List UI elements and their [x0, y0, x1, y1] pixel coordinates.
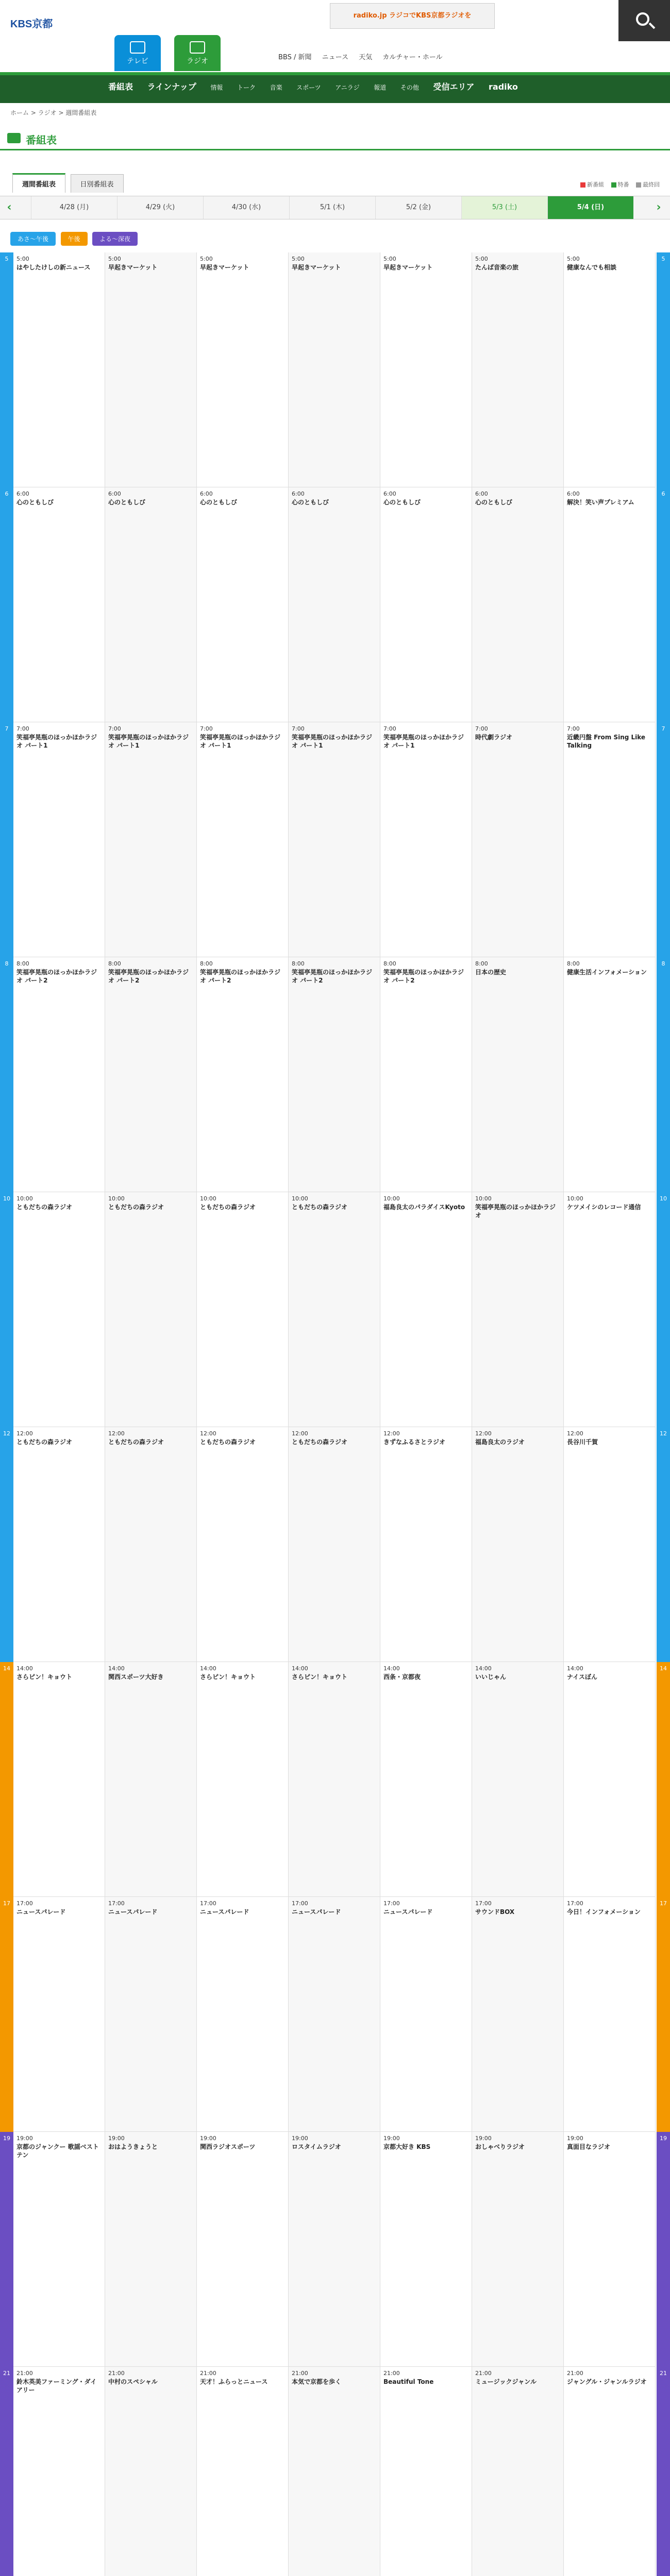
program-title[interactable]: 真面目なラジオ — [567, 2143, 611, 2150]
program-time: 17:00 — [292, 1900, 308, 1907]
program-cell[interactable] — [564, 1662, 656, 1897]
top-nav-item[interactable]: ニュース — [322, 54, 349, 61]
program-title[interactable]: 早起きマーケット — [200, 264, 249, 271]
program-title[interactable]: 心のともしび — [200, 499, 238, 506]
program-title[interactable]: 心のともしび — [16, 499, 54, 506]
menu-item[interactable]: 番組表 — [108, 82, 133, 92]
program-time: 19:00 — [108, 2135, 125, 2142]
day-tab[interactable]: 5/2 (金) — [375, 196, 461, 219]
menu-item[interactable]: 音楽 — [270, 84, 282, 91]
program-cell[interactable] — [105, 722, 197, 957]
program-time: 17:00 — [200, 1900, 216, 1907]
program-title[interactable]: ジャングル・ジャンルラジオ — [567, 2378, 647, 2385]
program-time: 7:00 — [292, 725, 305, 732]
program-title[interactable]: 心のともしび — [383, 499, 421, 506]
new-program-icon — [580, 182, 585, 188]
program-title[interactable]: 天才！ふらっとニュース — [200, 2378, 268, 2385]
program-cell[interactable] — [472, 1897, 564, 2132]
tv-tab-button[interactable] — [114, 35, 161, 71]
program-title[interactable]: ともだちの森ラジオ — [108, 1204, 164, 1211]
program-cell[interactable] — [197, 1192, 289, 1427]
schedule-icon — [7, 133, 21, 143]
program-time: 10:00 — [292, 1195, 308, 1202]
program-title[interactable]: きずなふるさとラジオ — [383, 1438, 446, 1446]
program-cell[interactable] — [197, 722, 289, 957]
program-time: 10:00 — [383, 1195, 400, 1202]
program-cell[interactable] — [197, 957, 289, 1192]
program-time: 19:00 — [567, 2135, 583, 2142]
program-cell[interactable] — [472, 1192, 564, 1427]
legend-special: 特番 — [617, 181, 629, 188]
menu-item[interactable]: アニラジ — [335, 84, 360, 91]
program-title[interactable]: 笑福亭晃瓶のほっかほかラジオ パート1 — [16, 734, 97, 750]
program-time: 10:00 — [200, 1195, 216, 1202]
program-time: 7:00 — [108, 725, 121, 732]
program-title[interactable]: 健康なんでも相談 — [567, 264, 617, 271]
program-title[interactable]: ともだちの森ラジオ — [292, 1204, 348, 1211]
program-title[interactable]: ともだちの森ラジオ — [16, 1438, 73, 1446]
program-time: 10:00 — [567, 1195, 583, 1202]
program-time: 8:00 — [108, 960, 121, 967]
program-cell[interactable] — [289, 2132, 380, 2367]
schedule-grid — [0, 252, 670, 2576]
program-cell[interactable] — [380, 252, 472, 487]
hour-label: 19 — [0, 2132, 13, 2367]
program-cell[interactable] — [564, 2132, 656, 2367]
search-icon — [636, 12, 649, 26]
program-title[interactable]: ともだちの森ラジオ — [200, 1204, 256, 1211]
program-cell[interactable] — [564, 1192, 656, 1427]
program-time: 5:00 — [292, 256, 305, 262]
hour-label: 17 — [657, 1897, 670, 2132]
program-title[interactable]: ナイスぼん — [567, 1673, 598, 1681]
program-title[interactable]: はやしたけしの新ニュース — [16, 264, 91, 271]
program-title[interactable]: 鈴木英美ファーミング・ダイアリー — [16, 2378, 97, 2394]
program-cell[interactable] — [289, 487, 380, 722]
program-time: 12:00 — [200, 1430, 216, 1437]
program-time: 17:00 — [475, 1900, 492, 1907]
program-title[interactable]: ともだちの森ラジオ — [200, 1438, 256, 1446]
program-cell[interactable] — [564, 957, 656, 1192]
program-time: 7:00 — [475, 725, 488, 732]
menu-item[interactable]: トーク — [237, 84, 256, 91]
menu-item[interactable]: スポーツ — [296, 84, 321, 91]
program-title[interactable]: 笑福亭晃瓶のほっかほかラジオ パート1 — [292, 734, 373, 750]
program-title[interactable]: ニュースパレード — [383, 1908, 433, 1916]
program-title[interactable]: 心のともしび — [108, 499, 146, 506]
radiko-banner[interactable]: radiko.jp ラジコでKBS京都ラジオを — [330, 3, 495, 29]
schedule-tabs — [12, 173, 127, 193]
program-time: 12:00 — [108, 1430, 125, 1437]
program-title[interactable]: 心のともしび — [475, 499, 513, 506]
program-cell[interactable] — [289, 2367, 380, 2576]
program-time: 5:00 — [16, 256, 29, 262]
tab-daily[interactable]: 日別番組表 — [71, 174, 124, 193]
program-cell[interactable] — [197, 1897, 289, 2132]
program-cell[interactable] — [197, 487, 289, 722]
hour-label: 21 — [0, 2367, 13, 2576]
program-time: 17:00 — [383, 1900, 400, 1907]
program-cell[interactable] — [564, 252, 656, 487]
program-title[interactable]: 京都のジャンクー 歌謡ベストテン — [16, 2143, 99, 2159]
time-pill-afternoon[interactable]: 午後 — [61, 232, 88, 246]
program-time: 14:00 — [292, 1665, 308, 1672]
legend-new: 新番組 — [587, 181, 604, 188]
site-logo[interactable]: KBS京都 — [10, 19, 53, 30]
program-time: 14:00 — [567, 1665, 583, 1672]
program-cell[interactable] — [380, 2132, 472, 2367]
program-cell[interactable] — [472, 252, 564, 487]
program-time: 8:00 — [292, 960, 305, 967]
day-tab[interactable]: 5/1 (木) — [289, 196, 375, 219]
day-tab[interactable]: 4/30 (水) — [203, 196, 289, 219]
program-cell[interactable] — [289, 1897, 380, 2132]
page-title: 番組表 — [26, 134, 57, 146]
next-week-arrow-icon[interactable]: › — [656, 201, 661, 214]
program-cell[interactable] — [13, 1662, 105, 1897]
program-time: 5:00 — [567, 256, 580, 262]
hour-label: 6 — [0, 487, 13, 722]
program-cell[interactable] — [564, 1427, 656, 1662]
menu-item[interactable]: 報道 — [374, 84, 387, 91]
program-title[interactable]: 近畿円盤 From Sing Like Talking — [567, 734, 646, 750]
prev-week-arrow-icon[interactable]: ‹ — [7, 201, 12, 214]
program-time: 12:00 — [383, 1430, 400, 1437]
program-cell[interactable] — [105, 487, 197, 722]
program-time: 17:00 — [567, 1900, 583, 1907]
program-time: 14:00 — [383, 1665, 400, 1672]
day-tab[interactable]: 5/3 (土) — [461, 196, 547, 219]
program-time: 6:00 — [200, 490, 213, 497]
program-title[interactable]: さらピン！キョウト — [292, 1673, 348, 1681]
program-title[interactable]: 西条・京都夜 — [383, 1673, 421, 1681]
program-cell[interactable] — [289, 957, 380, 1192]
top-nav-item[interactable]: BBS / 新聞 — [278, 54, 312, 61]
program-cell[interactable] — [289, 722, 380, 957]
program-title[interactable]: 笑福亭晃瓶のほっかほかラジオ パート2 — [383, 969, 464, 985]
program-title[interactable]: たんば音楽の旅 — [475, 264, 519, 271]
tab-weekly[interactable]: 週間番組表 — [12, 173, 65, 193]
program-cell[interactable] — [13, 1192, 105, 1427]
program-time: 21:00 — [108, 2370, 125, 2377]
program-cell[interactable] — [13, 487, 105, 722]
program-time: 19:00 — [292, 2135, 308, 2142]
program-time: 6:00 — [383, 490, 396, 497]
program-time: 21:00 — [475, 2370, 492, 2377]
search-button[interactable] — [618, 0, 670, 41]
radio-icon — [190, 41, 205, 54]
program-time: 17:00 — [108, 1900, 125, 1907]
program-title[interactable]: 日本の歴史 — [475, 969, 507, 976]
program-title[interactable]: ニュースパレード — [200, 1908, 249, 1916]
hour-label: 12 — [657, 1427, 670, 1662]
program-time: 12:00 — [16, 1430, 33, 1437]
program-cell[interactable] — [13, 1427, 105, 1662]
hour-label: 14 — [657, 1662, 670, 1897]
program-title[interactable]: おしゃべりラジオ — [475, 2143, 525, 2150]
hour-label: 19 — [657, 2132, 670, 2367]
hour-label: 8 — [0, 957, 13, 1192]
hour-label: 14 — [0, 1662, 13, 1897]
program-cell[interactable] — [105, 1897, 197, 2132]
program-time: 7:00 — [567, 725, 580, 732]
page-title-bar — [0, 127, 670, 150]
program-title[interactable]: 福島良太のパラダイスKyoto — [383, 1204, 465, 1211]
program-time: 7:00 — [200, 725, 213, 732]
program-title[interactable]: 笑福亭晃瓶のほっかほかラジオ パート2 — [200, 969, 281, 985]
program-time: 5:00 — [475, 256, 488, 262]
program-title[interactable]: サウンドBOX — [475, 1908, 515, 1916]
program-cell[interactable] — [472, 1662, 564, 1897]
time-pill-night[interactable]: よる〜深夜 — [92, 232, 138, 246]
program-time: 6:00 — [16, 490, 29, 497]
legend-final: 最終回 — [643, 181, 660, 188]
program-time: 8:00 — [567, 960, 580, 967]
day-selector — [0, 196, 670, 219]
program-time: 7:00 — [383, 725, 396, 732]
program-cell[interactable] — [197, 1427, 289, 1662]
tv-icon — [130, 41, 145, 54]
program-title[interactable]: ともだちの森ラジオ — [292, 1438, 348, 1446]
program-cell[interactable] — [380, 1662, 472, 1897]
hour-label: 7 — [657, 722, 670, 957]
program-cell[interactable] — [197, 2367, 289, 2576]
program-title[interactable]: 今日！インフォメーション — [567, 1908, 641, 1916]
radio-tab-button[interactable] — [174, 35, 221, 71]
program-time: 10:00 — [108, 1195, 125, 1202]
program-cell[interactable] — [564, 487, 656, 722]
program-title[interactable]: ニュースパレード — [16, 1908, 66, 1916]
hour-label: 21 — [657, 2367, 670, 2576]
day-tab[interactable]: 4/29 (火) — [117, 196, 203, 219]
program-time: 6:00 — [108, 490, 121, 497]
program-time: 5:00 — [200, 256, 213, 262]
menu-item[interactable]: その他 — [400, 84, 419, 91]
program-title[interactable]: 関西ラジオスポーツ — [200, 2143, 256, 2150]
program-time: 8:00 — [475, 960, 488, 967]
program-title[interactable]: 笑福亭晃瓶のほっかほかラジオ パート2 — [292, 969, 373, 985]
program-cell[interactable] — [197, 252, 289, 487]
program-cell[interactable] — [105, 2132, 197, 2367]
menu-item[interactable]: 受信エリア — [433, 82, 475, 92]
program-title[interactable]: さらピン！キョウト — [200, 1673, 256, 1681]
program-title[interactable]: ケツメイシのレコード通信 — [567, 1204, 641, 1211]
program-title[interactable]: 笑福亭晃瓶のほっかほかラジオ パート2 — [16, 969, 97, 985]
program-time: 21:00 — [383, 2370, 400, 2377]
program-title[interactable]: 時代劇ラジオ — [475, 734, 513, 741]
program-cell[interactable] — [380, 722, 472, 957]
top-nav — [278, 52, 451, 61]
program-time: 6:00 — [475, 490, 488, 497]
breadcrumb: ホーム > ラジオ > 週間番組表 — [10, 109, 97, 116]
program-cell[interactable] — [289, 1662, 380, 1897]
program-cell[interactable] — [105, 957, 197, 1192]
main-menu — [0, 72, 670, 103]
program-cell[interactable] — [13, 2367, 105, 2576]
program-time: 6:00 — [567, 490, 580, 497]
program-cell[interactable] — [13, 2132, 105, 2367]
program-cell[interactable] — [197, 1662, 289, 1897]
program-time: 19:00 — [200, 2135, 216, 2142]
program-cell[interactable] — [472, 1427, 564, 1662]
program-cell[interactable] — [13, 722, 105, 957]
program-time: 21:00 — [567, 2370, 583, 2377]
menu-item[interactable]: ラインナップ — [147, 82, 196, 92]
legend — [575, 180, 660, 189]
program-title[interactable]: ともだちの森ラジオ — [108, 1438, 164, 1446]
hour-label: 17 — [0, 1897, 13, 2132]
program-title[interactable]: 中村のスペシャル — [108, 2378, 158, 2385]
program-title[interactable]: 笑福亭晃瓶のほっかほかラジオ パート1 — [108, 734, 189, 750]
program-title[interactable]: おはようきょうと — [108, 2143, 158, 2150]
menu-item[interactable]: 情報 — [210, 84, 223, 91]
hour-label: 7 — [0, 722, 13, 957]
program-time: 5:00 — [108, 256, 121, 262]
program-time: 10:00 — [475, 1195, 492, 1202]
program-time: 19:00 — [475, 2135, 492, 2142]
program-time: 14:00 — [16, 1665, 33, 1672]
program-title[interactable]: 早起きマーケット — [292, 264, 341, 271]
program-cell[interactable] — [380, 2367, 472, 2576]
program-cell[interactable] — [380, 1192, 472, 1427]
program-title[interactable]: いいじゃん — [475, 1673, 507, 1681]
program-time: 14:00 — [475, 1665, 492, 1672]
program-title[interactable]: ロスタイムラジオ — [292, 2143, 341, 2150]
program-title[interactable]: 本気で京都を歩く — [292, 2378, 342, 2385]
final-episode-icon — [636, 182, 641, 188]
program-title[interactable]: 健康生活インフォメーション — [567, 969, 647, 976]
program-cell[interactable] — [564, 722, 656, 957]
time-pill-morning[interactable]: あさ〜午後 — [10, 232, 56, 246]
program-title[interactable]: 笑福亭晃瓶のほっかほかラジオ パート1 — [200, 734, 281, 750]
program-title[interactable]: さらピン！キョウト — [16, 1673, 73, 1681]
hour-label: 5 — [657, 252, 670, 487]
program-time: 21:00 — [16, 2370, 33, 2377]
program-cell[interactable] — [472, 957, 564, 1192]
program-title[interactable]: ともだちの森ラジオ — [16, 1204, 73, 1211]
program-time: 12:00 — [292, 1430, 308, 1437]
hour-label: 12 — [0, 1427, 13, 1662]
program-cell[interactable] — [472, 722, 564, 957]
program-time: 12:00 — [567, 1430, 583, 1437]
program-title[interactable]: ミュージックジャンル — [475, 2378, 537, 2385]
special-program-icon — [611, 182, 616, 188]
program-time: 21:00 — [292, 2370, 308, 2377]
program-time: 14:00 — [200, 1665, 216, 1672]
program-cell[interactable] — [380, 487, 472, 722]
program-time: 10:00 — [16, 1195, 33, 1202]
program-time: 6:00 — [292, 490, 305, 497]
program-cell[interactable] — [13, 252, 105, 487]
program-cell[interactable] — [105, 1192, 197, 1427]
program-title[interactable]: 心のともしび — [292, 499, 329, 506]
program-time: 8:00 — [16, 960, 29, 967]
program-title[interactable]: 長谷川千賀 — [567, 1438, 598, 1446]
program-title[interactable]: 笑福亭晃瓶のほっかほかラジオ パート1 — [383, 734, 464, 750]
program-cell[interactable] — [472, 487, 564, 722]
program-cell[interactable] — [105, 1427, 197, 1662]
program-cell[interactable] — [289, 1427, 380, 1662]
program-cell[interactable] — [105, 1662, 197, 1897]
program-time: 7:00 — [16, 725, 29, 732]
program-cell[interactable] — [13, 957, 105, 1192]
program-cell[interactable] — [289, 252, 380, 487]
program-time: 8:00 — [383, 960, 396, 967]
program-title[interactable]: 福島良太のラジオ — [475, 1438, 525, 1446]
program-time: 14:00 — [108, 1665, 125, 1672]
hour-label: 10 — [0, 1192, 13, 1427]
program-cell[interactable] — [564, 2367, 656, 2576]
program-cell[interactable] — [105, 252, 197, 487]
top-nav-item[interactable]: 天気 — [359, 54, 373, 61]
program-title[interactable]: 早起きマーケット — [108, 264, 158, 271]
program-title[interactable]: 笑福亭晃瓶のほっかほかラジオ パート2 — [108, 969, 189, 985]
program-cell[interactable] — [289, 1192, 380, 1427]
hour-label: 6 — [657, 487, 670, 722]
program-time: 12:00 — [475, 1430, 492, 1437]
program-cell[interactable] — [380, 1897, 472, 2132]
program-title[interactable]: 関西スポーツ大好き — [108, 1673, 164, 1681]
radio-tab-label: ラジオ — [187, 57, 208, 65]
program-cell[interactable] — [197, 2132, 289, 2367]
program-cell[interactable] — [380, 1427, 472, 1662]
day-tab[interactable]: 4/28 (月) — [31, 196, 117, 219]
program-title[interactable]: 笑福亭晃瓶のほっかほかラジオ — [475, 1204, 556, 1219]
program-time: 21:00 — [200, 2370, 216, 2377]
program-title[interactable]: ニュースパレード — [292, 1908, 341, 1916]
program-title[interactable]: 京都大好き KBS — [383, 2143, 431, 2150]
program-cell[interactable] — [13, 1897, 105, 2132]
hour-label: 8 — [657, 957, 670, 1192]
program-title[interactable]: 解決！笑い声プレミアム — [567, 499, 634, 506]
hour-label: 5 — [0, 252, 13, 487]
program-title[interactable]: 早起きマーケット — [383, 264, 433, 271]
top-nav-item[interactable]: カルチャー・ホール — [382, 54, 443, 61]
program-time: 17:00 — [16, 1900, 33, 1907]
program-cell[interactable] — [472, 2132, 564, 2367]
program-time: 8:00 — [200, 960, 213, 967]
time-range-filter — [10, 232, 141, 246]
hour-label: 10 — [657, 1192, 670, 1427]
day-tab-selected[interactable]: 5/4 (日) — [547, 196, 633, 219]
program-title[interactable]: ニュースパレード — [108, 1908, 158, 1916]
program-cell[interactable] — [564, 1897, 656, 2132]
program-cell[interactable] — [380, 957, 472, 1192]
program-cell[interactable] — [105, 2367, 197, 2576]
program-time: 19:00 — [16, 2135, 33, 2142]
program-cell[interactable] — [472, 2367, 564, 2576]
program-time: 19:00 — [383, 2135, 400, 2142]
tv-tab-label: テレビ — [127, 57, 148, 65]
menu-item[interactable]: radiko — [489, 82, 518, 92]
program-title[interactable]: Beautiful Tone — [383, 2378, 434, 2385]
site-header — [0, 0, 670, 72]
program-time: 5:00 — [383, 256, 396, 262]
